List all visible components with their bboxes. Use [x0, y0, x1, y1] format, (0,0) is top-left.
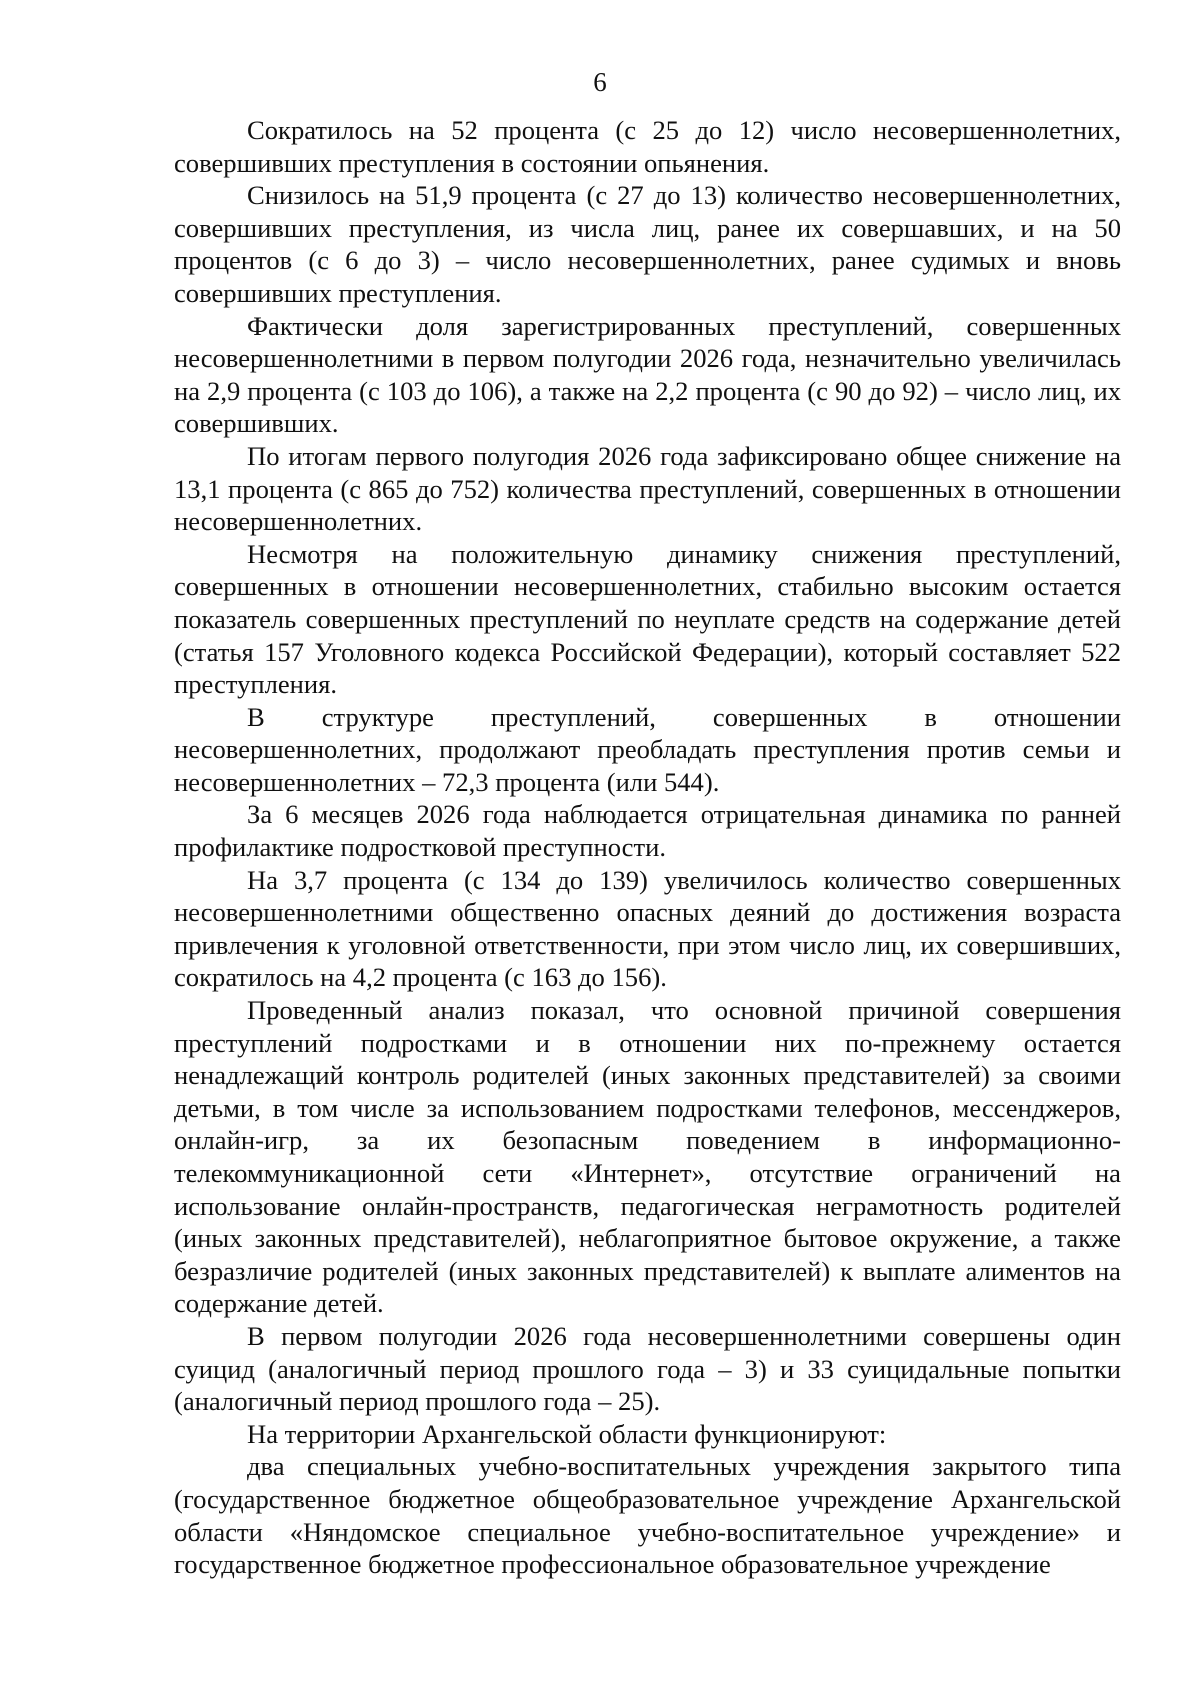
- page-number: 6: [593, 67, 607, 97]
- paragraph: Сократилось на 52 процента (с 25 до 12) число несовершеннолетних, совершивших преступления в состоянии опьянения.: [174, 115, 1121, 178]
- paragraph: По итогам первого полугодия 2026 года зафиксировано общее снижение на 13,1 процента (с 865 до 752) количества преступлений, совершенных в отношении несовершеннолетних.: [174, 440, 1121, 537]
- paragraph: Проведенный анализ показал, что основной причиной совершения преступлений подростками и в отношении них по-прежнему остается ненадлежащий контроль родителей (иных законных представителей) за своими детьми, в том числе за использованием подростками телефонов, мессенджеров, онлайн-игр, за их безопасным поведением в информационно-телекоммуникационной сети «Интернет», отсутствие ограничений на использование онлайн-пространств, педагогическая неграмотность родителей (иных законных представителей), неблагоприятное бытовое окружение, а также безразличие родителей (иных законных представителей) к выплате алиментов на содержание детей.: [174, 995, 1121, 1319]
- paragraph: два специальных учебно-воспитательных учреждения закрытого типа (государственное бюджетное общеобразовательное учреждение Архангельской области «Няндомское специальное учебно-воспитательное учреждение» и государственное бюджетное профессиональное образовательное учреждение: [174, 1451, 1121, 1580]
- paragraph: Фактически доля зарегистрированных преступлений, совершенных несовершеннолетними в первом полугодии 2026 года, незначительно увеличилась на 2,9 процента (с 103 до 106), а также на 2,2 процента (с 90 до 92) – число лиц, их совершивших.: [174, 310, 1121, 439]
- paragraph: На 3,7 процента (с 134 до 139) увеличилось количество совершенных несовершеннолетними общественно опасных деяний до достижения возраста привлечения к уголовной ответственности, при этом число лиц, их совершивших, сократилось на 4,2 процента (с 163 до 156).: [174, 864, 1121, 993]
- paragraph: Несмотря на положительную динамику снижения преступлений, совершенных в отношении несовершеннолетних, стабильно высоким остается показатель совершенных преступлений по неуплате средств на содержание детей (статья 157 Уголовного кодекса Российской Федерации), который составляет 522 преступления.: [174, 538, 1121, 700]
- document-body: [174, 114, 1121, 1581]
- paragraph: В структуре преступлений, совершенных в отношении несовершеннолетних, продолжают преобладать преступления против семьи и несовершеннолетних – 72,3 процента (или 544).: [174, 701, 1121, 797]
- paragraph: За 6 месяцев 2026 года наблюдается отрицательная динамика по ранней профилактике подростковой преступности.: [174, 799, 1121, 863]
- paragraph: В первом полугодии 2026 года несовершеннолетними совершены один суицид (аналогичный период прошлого года – 3) и 33 суицидальные попытки (аналогичный период прошлого года – 25).: [174, 1320, 1121, 1417]
- paragraph: На территории Архангельской области функционируют:: [247, 1418, 887, 1449]
- paragraph: Снизилось на 51,9 процента (с 27 до 13) количество несовершеннолетних, совершивших преступления, из числа лиц, ранее их совершавших, и на 50 процентов (с 6 до 3) – число несовершеннолетних, ранее судимых и вновь совершивших преступления.: [174, 180, 1121, 308]
